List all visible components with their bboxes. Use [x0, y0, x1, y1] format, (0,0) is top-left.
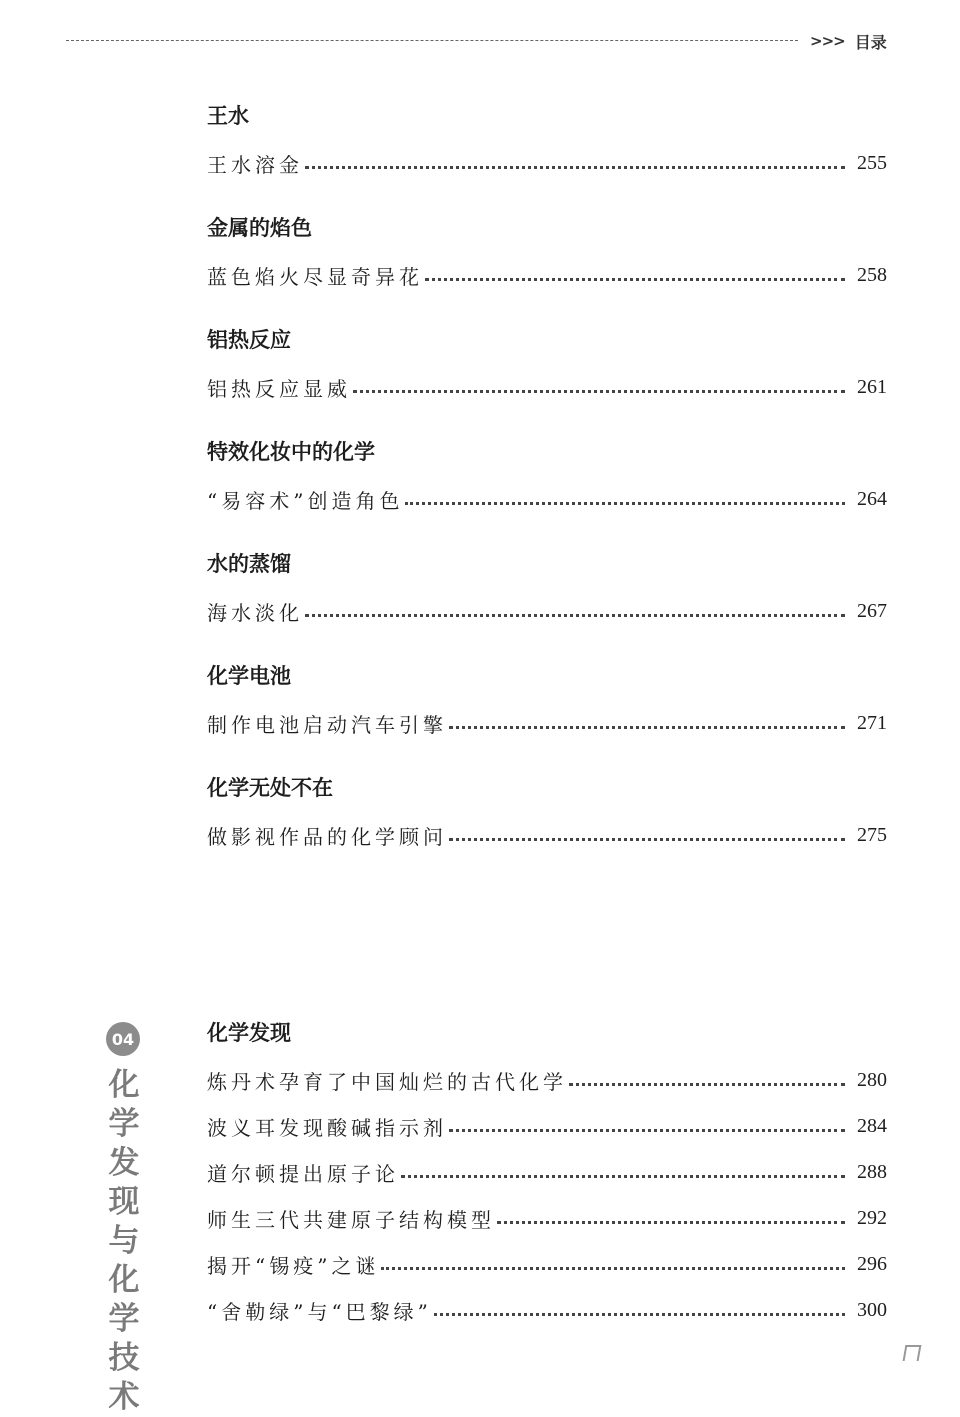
- page-corner-icon: [903, 1345, 922, 1361]
- entry-title: 波义耳发现酸碱指示剂: [207, 1115, 447, 1140]
- header-dashed-rule: [66, 40, 798, 41]
- entry-page-number: 267: [857, 599, 887, 622]
- entry-title: 炼丹术孕育了中国灿烂的古代化学: [207, 1069, 567, 1094]
- toc-entry[interactable]: [207, 373, 887, 401]
- dot-leader: [401, 1175, 845, 1178]
- toc-entry[interactable]: [207, 597, 887, 625]
- entry-title: 师生三代共建原子结构模型: [207, 1207, 495, 1232]
- entry-page-number: 296: [857, 1252, 887, 1275]
- dot-leader: [434, 1313, 845, 1316]
- section-heading: 化学无处不在: [207, 776, 333, 800]
- dot-leader: [405, 502, 845, 505]
- toc-entry[interactable]: [207, 1066, 887, 1094]
- dot-leader: [449, 1129, 845, 1132]
- entry-page-number: 275: [857, 823, 887, 846]
- part-title-vertical: 化学发现与化学技术: [108, 1067, 140, 1415]
- entry-title: “舍勒绿”与“巴黎绿”: [207, 1299, 432, 1324]
- section-heading: 化学发现: [207, 1021, 291, 1045]
- entry-title: 蓝色焰火尽显奇异花: [207, 264, 423, 289]
- entry-title: 王水溶金: [207, 152, 303, 177]
- entry-title: 海水淡化: [207, 600, 303, 625]
- dot-leader: [569, 1083, 845, 1086]
- entry-page-number: 271: [857, 711, 887, 734]
- header-arrows-icon: >>>: [810, 32, 845, 50]
- dot-leader: [353, 390, 845, 393]
- running-header: [810, 30, 887, 52]
- section-heading: 水的蒸馏: [207, 552, 291, 576]
- section-heading: 特效化妆中的化学: [207, 440, 375, 464]
- header-title: 目录: [854, 32, 887, 52]
- section-heading: 铝热反应: [207, 328, 291, 352]
- toc-entry[interactable]: [207, 1296, 887, 1324]
- dot-leader: [305, 614, 845, 617]
- toc-entry[interactable]: [207, 1204, 887, 1232]
- dot-leader: [449, 838, 845, 841]
- toc-entry[interactable]: [207, 821, 887, 849]
- part-number-badge: 04: [106, 1022, 140, 1056]
- dot-leader: [497, 1221, 845, 1224]
- dot-leader: [305, 166, 845, 169]
- toc-entry[interactable]: [207, 485, 887, 513]
- toc-entry[interactable]: [207, 261, 887, 289]
- entry-page-number: 258: [857, 263, 887, 286]
- section-heading: 王水: [207, 104, 249, 128]
- toc-entry[interactable]: [207, 1112, 887, 1140]
- section-heading: 化学电池: [207, 664, 291, 688]
- toc-entry[interactable]: [207, 149, 887, 177]
- entry-page-number: 255: [857, 151, 887, 174]
- entry-title: 制作电池启动汽车引擎: [207, 712, 447, 737]
- toc-entry[interactable]: [207, 709, 887, 737]
- entry-title: 揭开“锡疫”之谜: [207, 1253, 380, 1278]
- entry-page-number: 264: [857, 487, 887, 510]
- toc-entry[interactable]: [207, 1250, 887, 1278]
- dot-leader: [381, 1267, 845, 1270]
- entry-title: 做影视作品的化学顾问: [207, 824, 447, 849]
- section-heading: 金属的焰色: [207, 216, 312, 240]
- dot-leader: [449, 726, 845, 729]
- entry-page-number: 292: [857, 1206, 887, 1229]
- entry-page-number: 261: [857, 375, 887, 398]
- dot-leader: [425, 278, 845, 281]
- entry-title: 道尔顿提出原子论: [207, 1161, 399, 1186]
- entry-page-number: 288: [857, 1160, 887, 1183]
- entry-page-number: 300: [857, 1298, 887, 1321]
- entry-title: “易容术”创造角色: [207, 488, 404, 513]
- entry-page-number: 280: [857, 1068, 887, 1091]
- toc-entry[interactable]: [207, 1158, 887, 1186]
- entry-page-number: 284: [857, 1114, 887, 1137]
- entry-title: 铝热反应显威: [207, 376, 351, 401]
